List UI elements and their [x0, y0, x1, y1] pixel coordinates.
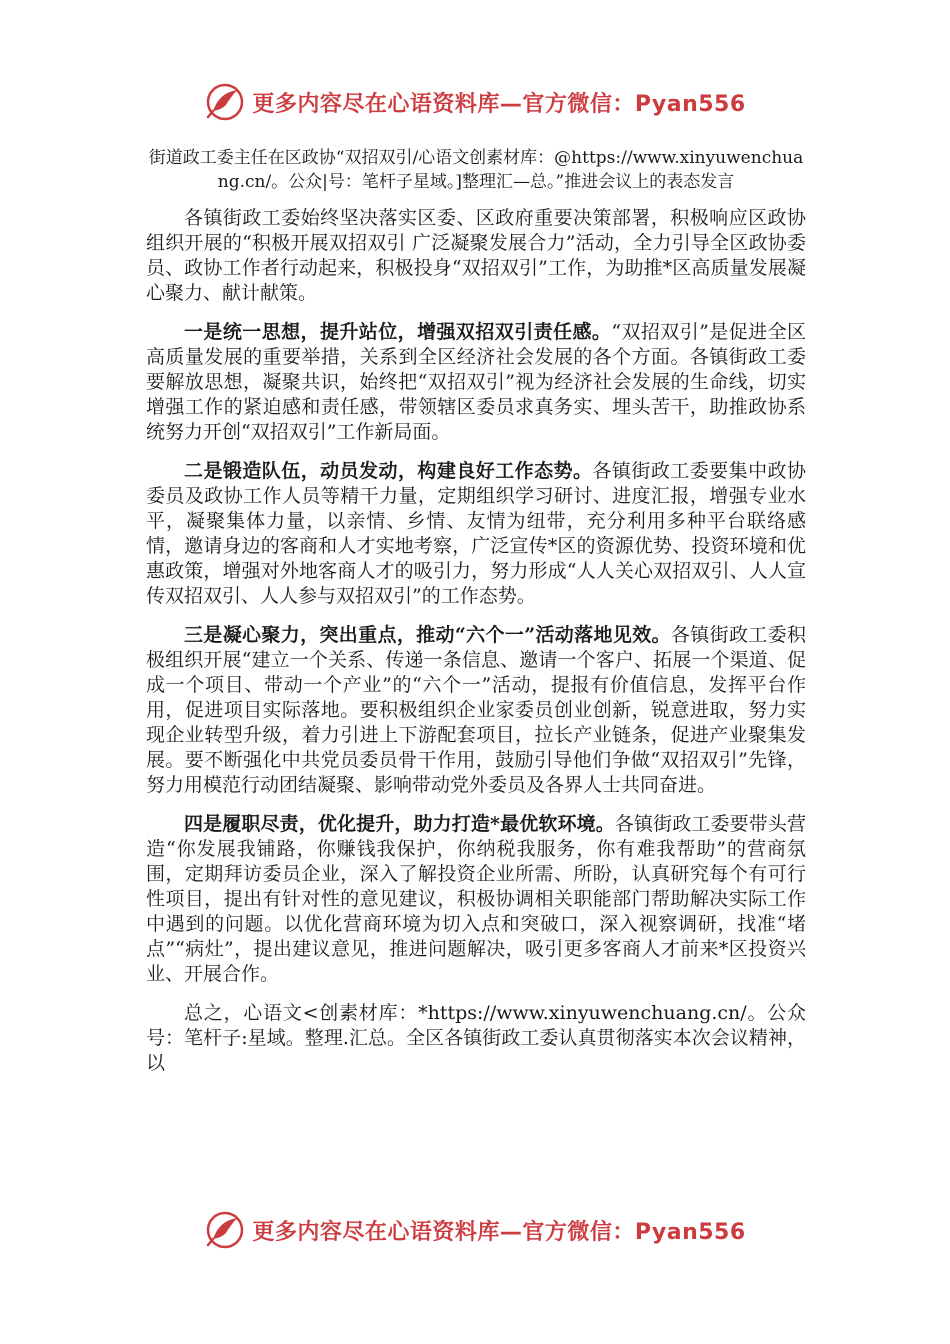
banner-text: 更多内容尽在心语资料库—官方微信：Pyan556 [252, 1219, 746, 1245]
section-heading: 一是统一思想，提升站位，增强双招双引责任感。 [184, 321, 612, 343]
section-paragraph-1 [146, 320, 806, 445]
footer-banner [0, 1206, 950, 1254]
header-banner [0, 78, 950, 126]
section-body: 各镇街政工委要带头营造“你发展我铺路，你赚钱我保护，你纳税我服务，你有难我帮助”的营商氛围，定期拜访委员企业，深入了解投资企业所需、所盼，认真研究每个有可行性项目，提出有针对性的意见建议，积极协调相关职能部门帮助解决实际工作中遇到的问题。以优化营商环境为切入点和突破口，深入视察调研，找准“堵点”“病灶”，提出建议意见，推进问题解决，吸引更多客商人才前来*区投资兴业、开展合作。 [146, 813, 806, 985]
section-heading: 四是履职尽责，优化提升，助力打造*最优软环境。 [184, 813, 615, 835]
document-body [146, 146, 806, 1090]
logo-icon [204, 81, 246, 123]
conclusion-paragraph: 总之，心语文<创素材库：*https://www.xinyuwenchuang.cn/。公众号：笔杆子:星域。整理.汇总。全区各镇街政工委认真贯彻落实本次会议精神，以 [146, 1002, 806, 1074]
logo-icon [204, 1209, 246, 1251]
section-paragraph-4 [146, 812, 806, 987]
section-heading: 三是凝心聚力，突出重点，推动“六个一”活动落地见效。 [184, 624, 671, 646]
banner-text: 更多内容尽在心语资料库—官方微信：Pyan556 [252, 91, 746, 117]
section-body: 各镇街政工委要集中政协委员及政协工作人员等精干力量，定期组织学习研讨、进度汇报，增强专业水平，凝聚集体力量，以亲情、乡情、友情为纽带，充分利用多种平台联络感情，邀请身边的客商和人才实地考察，广泛宣传*区的资源优势、投资环境和优惠政策，增强对外地客商人才的吸引力，努力形成“人人关心双招双引、人人宣传双招双引、人人参与双招双引”的工作态势。 [146, 460, 806, 607]
section-body: 各镇街政工委积极组织开展“建立一个关系、传递一条信息、邀请一个客户、拓展一个渠道、促成一个项目、带动一个产业”的“六个一”活动，提报有价值信息，发挥平台作用，促进项目实际落地。要积极组织企业家委员创业创新，锐意进取，努力实现企业转型升级，着力引进上下游配套项目，拉长产业链条，促进产业聚集发展。要不断强化中共党员委员骨干作用，鼓励引导他们争做“双招双引”先锋，努力用模范行动团结凝聚、影响带动党外委员及各界人士共同奋进。 [146, 624, 806, 796]
section-paragraph-3 [146, 623, 806, 798]
section-paragraph-2 [146, 459, 806, 609]
document-title: 街道政工委主任在区政协“双招双引/心语文创素材库：@https://www.xinyuwenchuang.cn/。公众|号：笔杆子星域。]整理汇—总。”推进会议上的表态发言 [148, 148, 804, 192]
section-body: “双招双引”是促进全区高质量发展的重要举措，关系到全区经济社会发展的各个方面。各镇街政工委要解放思想，凝聚共识，始终把“双招双引”视为经济社会发展的生命线，切实增强工作的紧迫感和责任感，带领辖区委员求真务实、埋头苦干，助推政协系统努力开创“双招双引”工作新局面。 [146, 321, 806, 443]
section-heading: 二是锻造队伍，动员发动，构建良好工作态势。 [184, 460, 593, 482]
intro-paragraph: 各镇街政工委始终坚决落实区委、区政府重要决策部署，积极响应区政协组织开展的“积极开展双招双引 广泛凝聚发展合力”活动，全力引导全区政协委员、政协工作者行动起来，积极投身“双招双引”工作，为助推*区高质量发展凝心聚力、献计献策。 [146, 207, 806, 304]
